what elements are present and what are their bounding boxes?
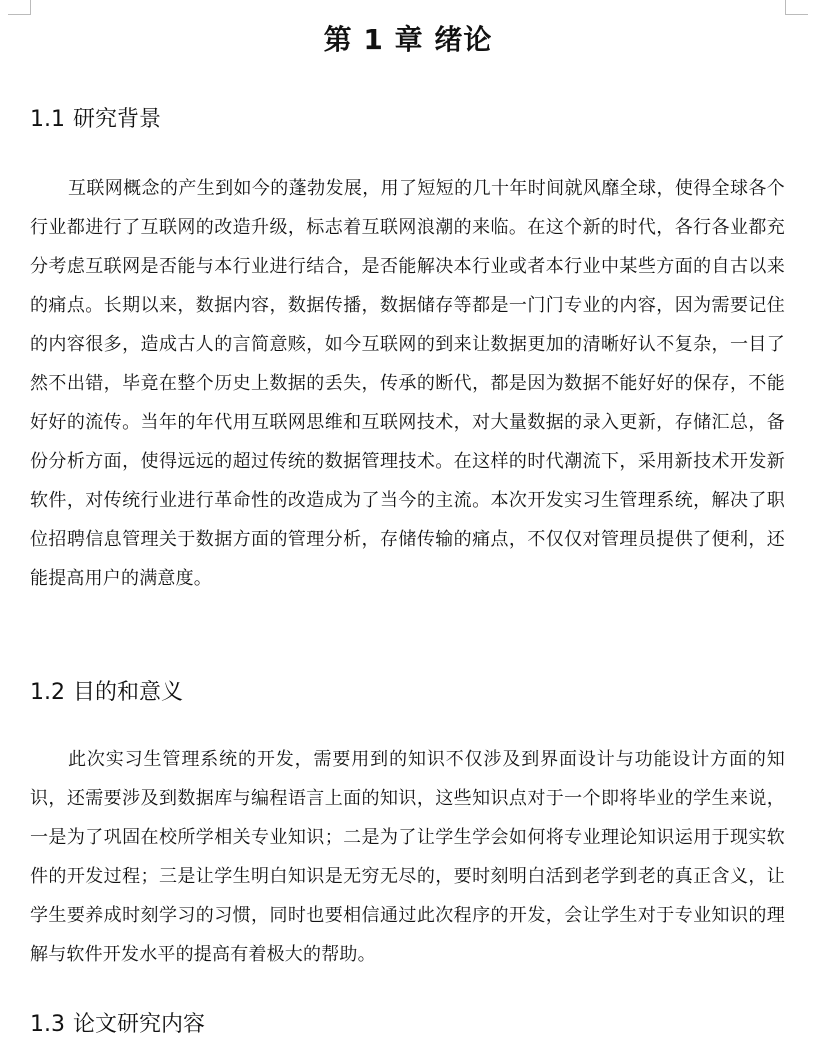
crop-mark-left [8,0,31,15]
section-number: 1.2 [30,680,65,705]
section-heading-1-1 [30,102,161,133]
section-title: 论文研究内容 [73,1012,206,1037]
background-paragraph: 互联网概念的产生到如今的蓬勃发展，用了短短的几十年时间就风靡全球，使得全球各个行业都进行了互联网的改造升级，标志着互联网浪潮的来临。在这个新的时代，各行各业都充分考虑互联网是否能与本行业进行结合，是否能解决本行业或者本行业中某些方面的自古以来的痛点。长期以来，数据内容，数据传播，数据储存等都是一门门专业的内容，因为需要记住的内容很多，造成古人的言简意赅，如今互联网的到来让数据更加的清晰好认不复杂，一目了然不出错，毕竟在整个历史上数据的丢失，传承的断代，都是因为数据不能好好的保存，不能好好的流传。当年的年代用互联网思维和互联网技术，对大量数据的录入更新，存储汇总，备份分析方面，使得远远的超过传统的数据管理技术。在这样的时代潮流下，采用新技术开发新软件，对传统行业进行革命性的改造成为了当今的主流。本次开发实习生管理系统，解决了职位招聘信息管理关于数据方面的管理分析，存储传输的痛点，不仅仅对管理员提供了便利，还能提高用户的满意度。 [30,178,785,589]
section-heading-1-3 [30,1007,205,1038]
section-heading-1-2 [30,675,183,706]
chapter-title: 第 1 章 绪论 [323,23,493,56]
purpose-paragraph: 此次实习生管理系统的开发，需要用到的知识不仅涉及到界面设计与功能设计方面的知识，还需要涉及到数据库与编程语言上面的知识，这些知识点对于一个即将毕业的学生来说，一是为了巩固在校所学相关专业知识；二是为了让学生学会如何将专业理论知识运用于现实软件的开发过程；三是让学生明白知识是无穷无尽的，要时刻明白活到老学到老的真正含义，让学生要养成时刻学习的习惯，同时也要相信通过此次程序的开发，会让学生对于专业知识的理解与软件开发水平的提高有着极大的帮助。 [30,749,785,965]
crop-mark-right [785,0,808,15]
section-number: 1.1 [30,107,65,132]
section-number: 1.3 [30,1012,65,1037]
section-title: 研究背景 [73,107,162,132]
section-title: 目的和意义 [73,680,184,705]
